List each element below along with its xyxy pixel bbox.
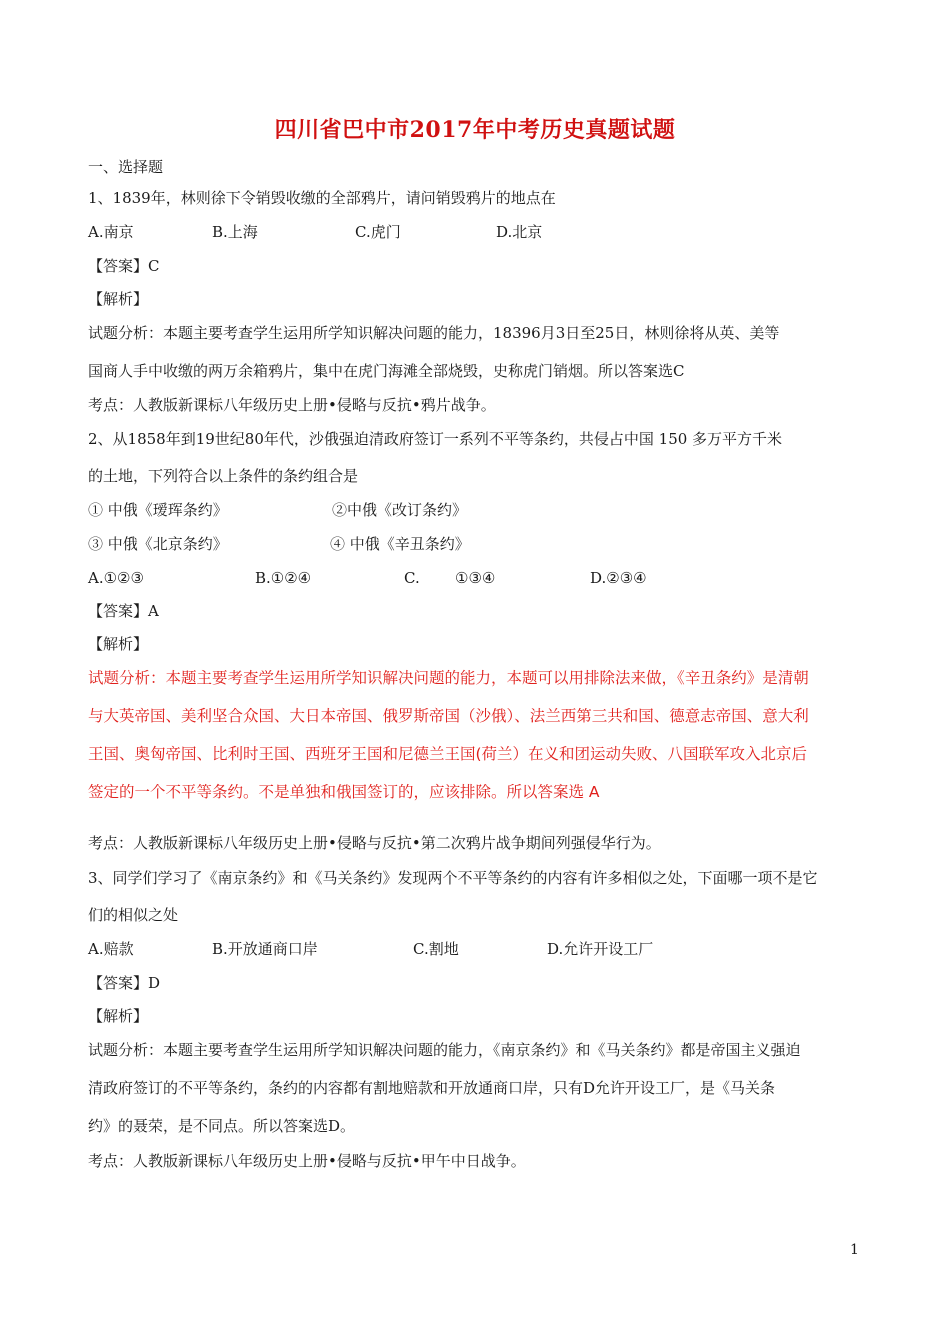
q2-option-d: D.②③④	[590, 569, 647, 587]
section-heading: 一、选择题	[88, 158, 164, 176]
q2-item-4: ④ 中俄《辛丑条约》	[330, 535, 470, 553]
q1-analysis-line-1: 试题分析：本题主要考查学生运用所学知识解决问题的能力，18396月3日至25日，林则徐将从英、美等	[88, 324, 780, 342]
q3-option-a: A.赔款	[88, 940, 134, 958]
q2-analysis-line-4: 签定的一个不平等条约。不是单独和俄国签订的，应该排除。所以答案选 A	[88, 783, 600, 801]
q2-stem-line-1: 2、从1858年到19世纪80年代，沙俄强迫清政府签订一系列不平等条约，共侵占中国 150 多万平方千米	[88, 430, 783, 448]
q3-answer: 【答案】D	[88, 974, 161, 992]
q2-analysis-line-1: 试题分析：本题主要考查学生运用所学知识解决问题的能力，本题可以用排除法来做，《辛丑条约》是清朝	[88, 669, 809, 687]
q3-analysis-label: 【解析】	[88, 1007, 149, 1025]
q3-option-b: B.开放通商口岸	[212, 940, 318, 958]
q1-stem: 1、1839年，林则徐下令销毁收缴的全部鸦片，请问销毁鸦片的地点在	[88, 189, 556, 207]
q2-option-a: A.①②③	[88, 569, 144, 587]
q2-stem-line-2: 的土地，下列符合以上条件的条约组合是	[88, 467, 359, 485]
q3-stem-line-1: 3、同学们学习了《南京条约》和《马关条约》发现两个不平等条约的内容有许多相似之处，下面哪一项不是它	[88, 869, 818, 887]
q2-analysis-line-3: 王国、奥匈帝国、比利时王国、西班牙王国和尼德兰王国(荷兰）在义和团运动失败、八国联军攻入北京后	[88, 745, 808, 763]
q2-analysis-label: 【解析】	[88, 635, 149, 653]
q2-item-2: ②中俄《改订条约》	[332, 501, 468, 519]
q2-analysis-line-2: 与大英帝国、美利坚合众国、大日本帝国、俄罗斯帝国（沙俄）、法兰西第三共和国、德意志帝国、意大利	[88, 707, 809, 725]
q1-option-d: D.北京	[496, 223, 543, 241]
q3-analysis-line-3: 约》的聂荣，是不同点。所以答案选D。	[88, 1117, 356, 1135]
q3-option-c: C.割地	[413, 940, 459, 958]
q1-option-a: A.南京	[88, 223, 134, 241]
q3-option-d: D.允许开设工厂	[547, 940, 654, 958]
page-title: 四川省巴中市2017年中考历史真题试题	[274, 117, 676, 143]
q2-item-1: ① 中俄《瑷珲条约》	[88, 501, 228, 519]
q1-analysis-line-2: 国商人手中收缴的两万余箱鸦片，集中在虎门海滩全部烧毁，史称虎门销烟。所以答案选C	[88, 362, 685, 380]
q2-option-c-label: C.	[404, 569, 420, 587]
q3-point: 考点：人教版新课标八年级历史上册•侵略与反抗•甲午中日战争。	[88, 1152, 526, 1170]
q1-point: 考点：人教版新课标八年级历史上册•侵略与反抗•鸦片战争。	[88, 396, 496, 414]
q2-option-b: B.①②④	[255, 569, 312, 587]
q1-option-c: C.虎门	[355, 223, 401, 241]
q2-point: 考点：人教版新课标八年级历史上册•侵略与反抗•第二次鸦片战争期间列强侵华行为。	[88, 834, 661, 852]
q3-stem-line-2: 们的相似之处	[88, 906, 179, 924]
q2-answer: 【答案】A	[88, 602, 159, 620]
q3-analysis-line-2: 清政府签订的不平等条约，条约的内容都有割地赔款和开放通商口岸，只有D允许开设工厂，是《马关条	[88, 1079, 776, 1097]
q2-option-c-value: ①③④	[455, 569, 496, 587]
q1-answer: 【答案】C	[88, 257, 160, 275]
q1-analysis-label: 【解析】	[88, 290, 149, 308]
q3-analysis-line-1: 试题分析：本题主要考查学生运用所学知识解决问题的能力，《南京条约》和《马关条约》都是帝国主义强迫	[88, 1041, 801, 1059]
page-number: 1	[850, 1242, 859, 1258]
q2-item-3: ③ 中俄《北京条约》	[88, 535, 228, 553]
q1-option-b: B.上海	[212, 223, 258, 241]
